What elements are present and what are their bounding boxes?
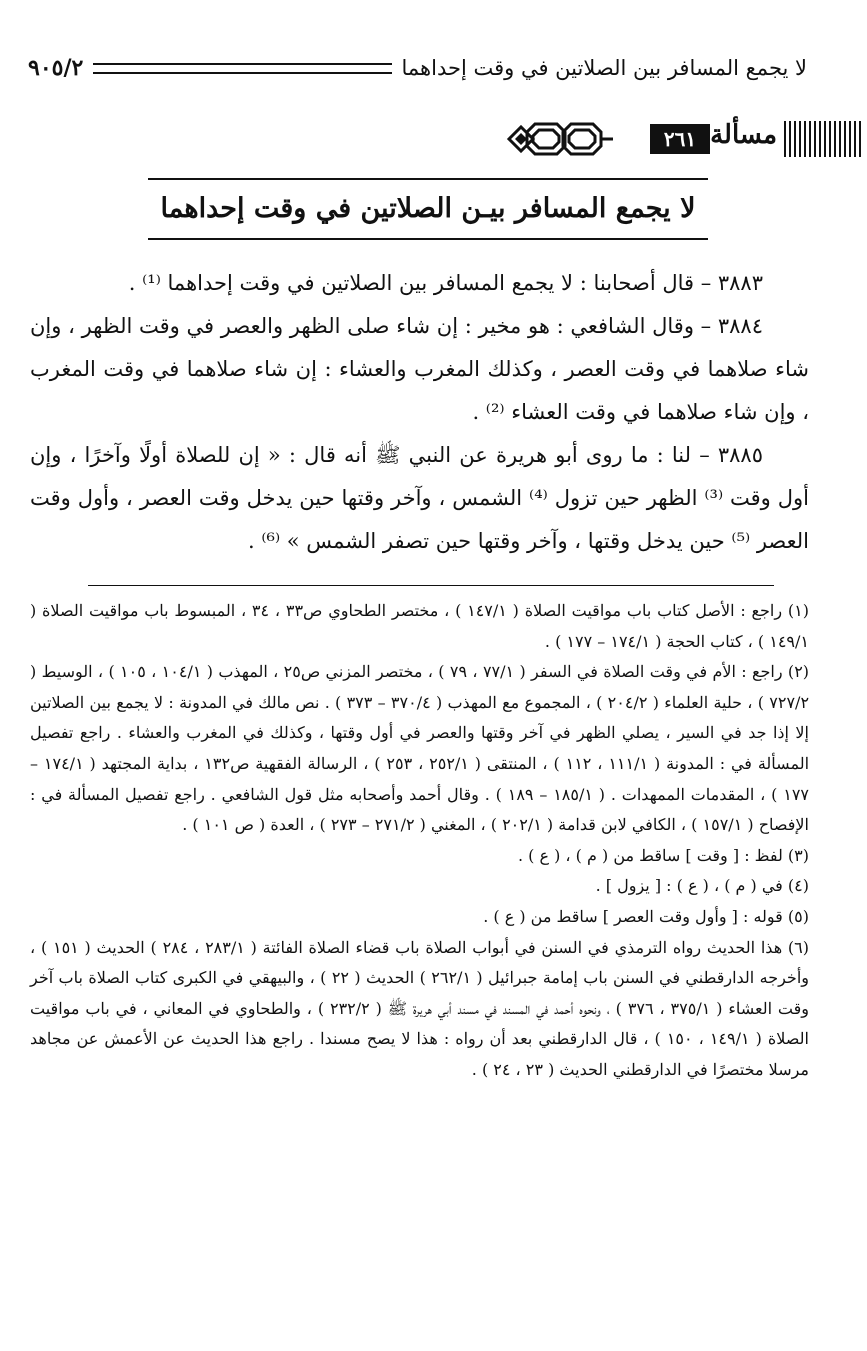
footnote-4: (٤) في ( م ) ، ( ع ) : [ يزول ] .	[595, 876, 809, 896]
page-title: لا يجمع المسافر بيـن الصلاتين في وقت إحداهما	[148, 178, 708, 240]
paragraph-3884: ٣٨٨٤ – وقال الشافعي : هو مخير : إن شاء صلى الظهر والعصر في وقت الظهر ، وإن شاء صلاهما في وقت العصر ، وكذلك المغرب والعشاء : إن شاء صلاهما في وقت المغرب ، وإن شاء صلاهما في وقت العشاء ⁽²⁾ .	[30, 314, 809, 424]
footnote-1: (١) راجع : الأصل كتاب باب مواقيت الصلاة ( ١٤٧/١ ) ، مختصر الطحاوي ص٣٣ ، ٣٤ ، المبسوط باب مواقيت الصلاة ( ١٤٩/١ ) ، كتاب الحجة ( ١٧٤/١ – ١٧٧ ) .	[30, 601, 809, 651]
running-header-rule	[93, 63, 391, 74]
footnote-5: (٥) قوله : [ وأول وقت العصر ] ساقط من ( ع ) .	[483, 906, 809, 926]
running-header-title: لا يجمع المسافر بين الصلاتين في وقت إحداهما	[401, 56, 807, 80]
footnote-6: (٦) هذا الحديث رواه الترمذي في السنن في أبواب الصلاة باب قضاء الصلاة الفائتة ( ٢٨٣/١ ، ٢٨٤ ) الحديث ( ١٥١ ) ، وأخرجه الدارقطني في السنن باب إمامة جبرائيل ( ٢٦٢/١ ) الحديث ( ٢٢ ) ، والبيهقي في الكبرى كتاب الصلاة باب آخر وقت العشاء ( ٣٧٥/١ ، ٣٧٦ ) ، ونحوه أحمد في المسند في مسند أبي هريرة ﷺ ( ٢٣٢/٢ ) ، والطحاوي في المعاني ، في باب مواقيت الصلاة ( ١٤٩/١ ، ١٥٠ ) ، قال الدارقطني بعد أن رواه : هذا لا يصح مسندا . راجع هذا الحديث عن الأعمش عن مجاهد مرسلا مختصرًا في الدارقطني الحديث ( ٢٣ ، ٢٤ ) .	[30, 937, 810, 1079]
geometric-star-ornament-icon	[505, 116, 615, 162]
paragraph-3883: ٣٨٨٣ – قال أصحابنا : لا يجمع المسافر بين الصلاتين في وقت إحداهما ⁽¹⁾ .	[128, 271, 763, 295]
main-text	[30, 262, 809, 563]
masala-number-badge: ٢٦١	[650, 124, 710, 154]
page-number: ٩٠٥/٢	[28, 55, 84, 81]
masala-label: مسألة	[710, 120, 777, 150]
footnote-2: (٢) راجع : الأم في وقت الصلاة في السفر ( ٧٧/١ ، ٧٩ ) ، مختصر المزني ص٢٥ ، المهذب ( ١٠٤/١ ، ١٠٥ ) ، الوسيط ( ٧٢٧/٢ ) ، حلية العلماء ( ٢٠٤/٢ ) ، المجموع مع المهذب ( ٣٧٠/٤ – ٣٧٣ ) . نص مالك في المدونة : لا يجمع بين الصلاتين إلا إذا جد في السير ، يصلي الظهر في آخر وقتها والعصر في أول وقتها ، وكذلك في المغرب والعشاء . راجع تفصيل المسألة في : المدونة ( ١١١/١ ، ١١٢ ) ، المنتقى ( ٢٥٢/١ ، ٢٥٣ ) ، الرسالة الفقهية ص١٣٢ ، بداية المجتهد ( ١٧٤/١ – ١٧٧ ) ، المقدمات الممهدات . ( ١٨٥/١ – ١٨٩ ) . وقال أحمد وأصحابه مثل قول الشافعي . راجع تفصيل المسألة في : الإفصاح ( ١٥٧/١ ) ، الكافي لابن قدامة ( ٢٠٢/١ ) ، المغني ( ٢٧١/٢ – ٢٧٣ ) ، العدة ( ص ١٠١ ) .	[30, 662, 810, 835]
footnotes	[30, 596, 809, 1086]
footnote-separator	[88, 585, 774, 586]
masala-banner	[505, 116, 862, 162]
striped-bar-decoration	[784, 121, 862, 157]
paragraph-3885: ٣٨٨٥ – لنا : ما روى أبو هريرة عن النبي ﷺ أنه قال : « إن للصلاة أولًا وآخرًا ، وإن أول وقت ⁽³⁾ الظهر حين تزول ⁽⁴⁾ الشمس ، وآخر وقتها حين يدخل وقت العصر ، وأول وقت العصر ⁽⁵⁾ حين يدخل وقتها ، وآخر وقتها حين تصفر الشمس » ⁽⁶⁾ .	[30, 443, 809, 553]
running-header	[28, 46, 807, 90]
footnote-3: (٣) لفظ : [ وقت ] ساقط من ( م ) ، ( ع ) .	[517, 845, 809, 865]
